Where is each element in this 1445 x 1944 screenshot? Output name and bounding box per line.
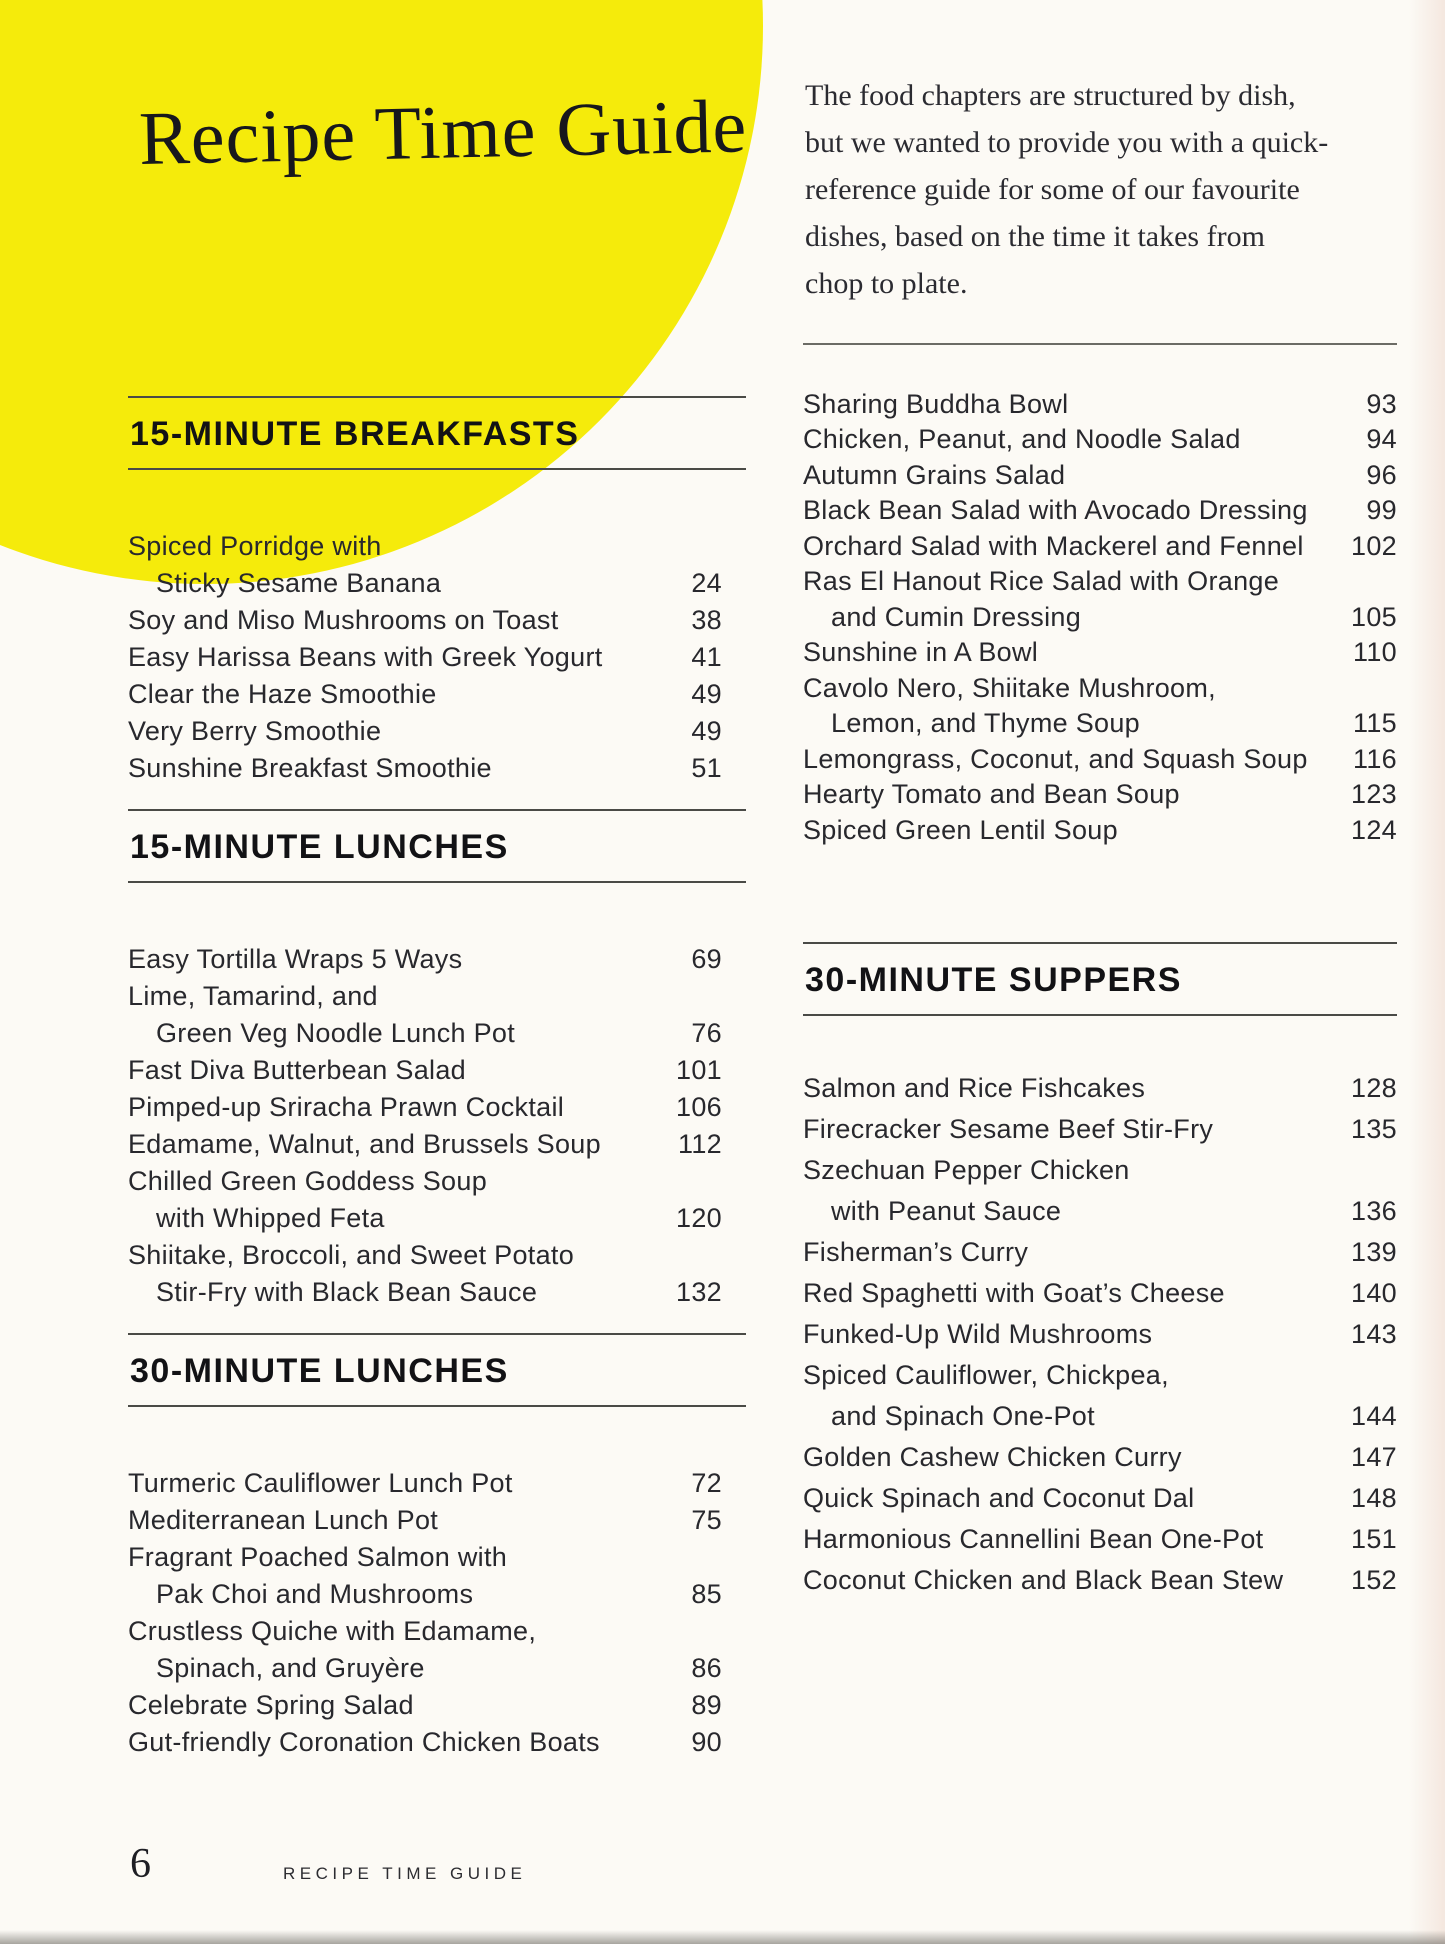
recipe-title: and Spinach One-Pot [831,1401,1095,1431]
recipe-title: Easy Tortilla Wraps 5 Ways [128,944,463,974]
folio-page-number: 6 [130,1841,151,1887]
recipe-title: Easy Harissa Beans with Greek Yogurt [128,642,603,672]
recipe-row [803,635,1397,671]
recipe-title: Lemongrass, Coconut, and Squash Soup [803,743,1308,774]
recipe-row [128,750,746,787]
recipe-row [803,422,1397,458]
recipe-page-number: 136 [1351,1196,1397,1226]
recipe-row [803,671,1397,707]
recipe-title: Ras El Hanout Rice Salad with Orange [803,566,1280,596]
page-title: Recipe Time Guide [138,84,748,182]
recipe-row [128,1052,746,1089]
recipe-row [128,1163,746,1200]
recipe-row [803,1478,1397,1519]
section-heading: 15-MINUTE BREAKFASTS [130,415,580,453]
recipe-title: Hearty Tomato and Bean Soup [803,779,1180,809]
recipe-title: Spinach, and Gruyère [156,1653,425,1683]
recipe-list [128,883,746,1311]
toc-section [128,809,746,1311]
recipe-title: Black Bean Salad with Avocado Dressing [803,495,1308,525]
recipe-title: Szechuan Pepper Chicken [803,1155,1130,1185]
recipe-title: with Peanut Sauce [831,1196,1062,1226]
recipe-row [803,1355,1397,1396]
recipe-title: Chicken, Peanut, and Noodle Salad [803,424,1241,454]
recipe-row [803,387,1397,423]
recipe-row [128,1502,746,1539]
recipe-title: Fragrant Poached Salmon with [128,1542,508,1572]
recipe-page-number: 120 [676,1203,722,1233]
recipe-title: Pak Choi and Mushrooms [156,1579,474,1609]
recipe-row [128,1613,746,1650]
recipe-row [803,706,1397,742]
recipe-row [803,493,1397,529]
recipe-title: Crustless Quiche with Edamame, [128,1616,537,1646]
recipe-row [803,1109,1397,1150]
recipe-row [128,1126,746,1163]
recipe-row [128,1089,746,1126]
recipe-list [128,470,746,787]
recipe-title: Edamame, Walnut, and Brussels Soup [128,1129,601,1159]
recipe-row [128,713,746,750]
recipe-title: Lime, Tamarind, and [128,981,378,1011]
recipe-page-number: 140 [1351,1278,1397,1308]
recipe-row [128,1015,746,1052]
recipe-title: Golden Cashew Chicken Curry [803,1442,1182,1472]
recipe-page-number: 152 [1351,1565,1397,1595]
recipe-row [128,941,746,978]
recipe-row [803,1273,1397,1314]
section-heading: 30-MINUTE SUPPERS [805,961,1182,999]
section-heading-block [128,809,746,883]
recipe-title: Red Spaghetti with Goat’s Cheese [803,1278,1225,1308]
recipe-page-number: 148 [1351,1483,1397,1513]
recipe-page-number: 112 [678,1129,722,1159]
section-heading: 30-MINUTE LUNCHES [130,1352,509,1390]
recipe-page-number: 49 [691,679,722,709]
recipe-title: Green Veg Noodle Lunch Pot [156,1018,516,1048]
recipe-title: with Whipped Feta [156,1203,385,1233]
recipe-row [803,564,1397,600]
recipe-page-number: 102 [1351,530,1397,561]
intro-line: The food chapters are structured by dish, [805,79,1296,112]
recipe-page-number: 144 [1351,1401,1397,1431]
running-header: RECIPE TIME GUIDE [283,1864,527,1883]
recipe-row [128,528,746,565]
recipe-row [128,1724,746,1761]
recipe-page-number: 105 [1351,601,1397,632]
recipe-page-number: 41 [691,642,722,672]
recipe-page-number: 69 [691,944,722,974]
recipe-title: Orchard Salad with Mackerel and Fennel [803,530,1304,561]
recipe-page-number: 49 [691,716,722,746]
recipe-row [803,742,1397,778]
recipe-title: Cavolo Nero, Shiitake Mushroom, [803,672,1216,703]
recipe-page-number: 123 [1351,779,1397,809]
recipe-row [128,1687,746,1724]
recipe-page-number: 128 [1351,1073,1397,1103]
recipe-page-number: 132 [676,1277,722,1307]
recipe-page-number: 116 [1353,743,1397,774]
section-heading-block [128,1333,746,1407]
recipe-page-number: 51 [691,753,722,783]
recipe-page-number: 38 [691,605,722,635]
recipe-page-number: 106 [676,1092,722,1122]
recipe-row [128,565,746,602]
recipe-row [128,1200,746,1237]
recipe-page-number: 99 [1366,495,1397,525]
recipe-title: Mediterranean Lunch Pot [128,1505,439,1535]
recipe-title: Lemon, and Thyme Soup [831,708,1140,738]
recipe-title: Pimped-up Sriracha Prawn Cocktail [128,1092,565,1122]
recipe-row [803,1437,1397,1478]
recipe-page-number: 89 [691,1690,722,1720]
recipe-row [803,1232,1397,1273]
recipe-title: Harmonious Cannellini Bean One-Pot [803,1524,1264,1554]
recipe-row [803,1519,1397,1560]
recipe-page-number: 96 [1366,459,1397,490]
recipe-title: Sunshine in A Bowl [803,637,1039,667]
recipe-row [803,458,1397,494]
toc-section [128,1333,746,1761]
recipe-title: Celebrate Spring Salad [128,1690,414,1720]
recipe-row [128,1465,746,1502]
recipe-title: Turmeric Cauliflower Lunch Pot [128,1468,513,1498]
recipe-title: Gut-friendly Coronation Chicken Boats [128,1727,600,1757]
recipe-page-number: 124 [1351,814,1397,845]
recipe-page-number: 147 [1351,1442,1397,1472]
section-heading: 15-MINUTE LUNCHES [130,828,509,866]
intro-line: reference guide for some of our favourite [805,173,1300,206]
recipe-title: Spiced Cauliflower, Chickpea, [803,1360,1169,1390]
page-footer [0,1824,1445,1944]
recipe-title: Firecracker Sesame Beef Stir-Fry [803,1114,1214,1144]
recipe-row [128,1650,746,1687]
recipe-page-number: 94 [1366,424,1397,454]
left-column [128,396,746,1761]
recipe-title: Coconut Chicken and Black Bean Stew [803,1565,1284,1595]
section-heading-block [128,396,746,470]
recipe-row [803,1068,1397,1109]
recipe-page-number: 139 [1351,1237,1397,1267]
recipe-title: Spiced Porridge with [128,531,382,561]
recipe-row [128,1539,746,1576]
recipe-page-number: 101 [676,1055,722,1085]
recipe-row [128,602,746,639]
recipe-title: Soy and Miso Mushrooms on Toast [128,605,559,635]
recipe-page-number: 75 [691,1505,722,1535]
recipe-page-number: 76 [691,1018,722,1048]
recipe-title: Spiced Green Lentil Soup [803,814,1118,845]
recipe-page-number: 143 [1351,1319,1397,1349]
recipe-title: Sunshine Breakfast Smoothie [128,753,492,783]
recipe-page-number: 115 [1353,708,1397,738]
recipe-page-number: 135 [1351,1114,1397,1144]
recipe-row [803,1150,1397,1191]
recipe-title: Fast Diva Butterbean Salad [128,1055,466,1085]
recipe-title: Quick Spinach and Coconut Dal [803,1483,1195,1513]
recipe-title: Funked-Up Wild Mushrooms [803,1319,1153,1349]
recipe-row [128,978,746,1015]
recipe-row [803,813,1397,849]
toc-section [803,942,1397,1601]
recipe-title: Shiitake, Broccoli, and Sweet Potato [128,1240,575,1270]
recipe-page-number: 151 [1351,1524,1397,1554]
recipe-row [128,1237,746,1274]
toc-section [803,343,1397,848]
recipe-page-number: 110 [1353,637,1397,667]
recipe-row [128,676,746,713]
intro-line: chop to plate. [805,267,968,300]
recipe-page-number: 90 [691,1727,722,1757]
recipe-title: and Cumin Dressing [831,601,1082,632]
intro-paragraph [805,72,1425,307]
right-column [803,343,1397,1601]
recipe-title: Chilled Green Goddess Soup [128,1166,488,1196]
intro-line: but we wanted to provide you with a quick- [805,126,1329,159]
recipe-page-number: 72 [691,1468,722,1498]
recipe-row [803,777,1397,813]
section-heading-block [803,942,1397,1016]
recipe-title: Autumn Grains Salad [803,459,1066,490]
recipe-row [803,1314,1397,1355]
recipe-page-number: 86 [691,1653,722,1683]
recipe-title: Salmon and Rice Fishcakes [803,1073,1146,1103]
recipe-title: Fisherman’s Curry [803,1237,1029,1267]
recipe-row [803,529,1397,565]
recipe-title: Clear the Haze Smoothie [128,679,437,709]
recipe-title: Sticky Sesame Banana [156,568,442,598]
recipe-title: Sharing Buddha Bowl [803,388,1069,419]
recipe-list [803,345,1397,849]
recipe-page-number: 24 [691,568,722,598]
recipe-row [803,1191,1397,1232]
recipe-row [803,1560,1397,1601]
recipe-list [803,1016,1397,1601]
toc-section [128,396,746,787]
recipe-page-number: 85 [691,1579,722,1609]
recipe-row [803,1396,1397,1437]
recipe-list [128,1407,746,1761]
recipe-row [128,639,746,676]
recipe-row [128,1274,746,1311]
recipe-title: Very Berry Smoothie [128,716,382,746]
intro-line: dishes, based on the time it takes from [805,220,1265,253]
recipe-page-number: 93 [1366,388,1397,419]
recipe-row [803,600,1397,636]
recipe-title: Stir-Fry with Black Bean Sauce [156,1277,538,1307]
recipe-row [128,1576,746,1613]
